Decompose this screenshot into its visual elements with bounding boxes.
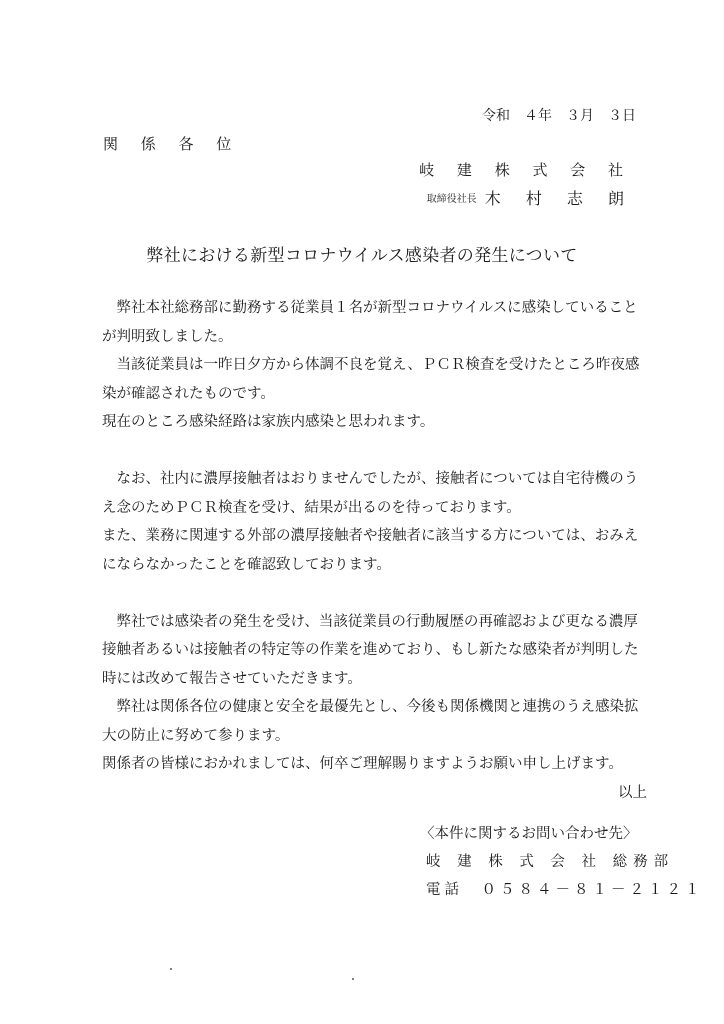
date: 令和 ４年 ３月 ３日 [482,108,636,124]
paragraph: 当該従業員は一昨日夕方から体調不良を覚え、ＰＣＲ検査を受けたところ昨夜感染が確認されたものです。 [102,357,640,402]
paragraph: なお、社内に濃厚接触者はおりませんでしたが、接触者については自宅待機のうえ念のためＰＣＲ検査を受け、結果が出るのを待っております。 [102,471,639,516]
signer [427,186,634,209]
company-name: 岐 建 株 式 会 社 [419,161,632,179]
addressee: 関 係 各 位 [103,135,241,153]
document-title: 弊社における新型コロナウイルス感染者の発生について [146,246,578,266]
contact-phone: 電話 ０５８４－８１－２１２１ [426,882,704,898]
paragraph: また、業務に関連する外部の濃厚接触者や接触者に該当する方については、おみえにならなかったことを確認致しております。 [102,528,639,573]
scan-speck [170,968,172,970]
contact-organization: 岐 建 株 式 会 社 総務部 [426,854,675,870]
scan-speck [352,978,354,980]
document-body [102,294,647,807]
signer-name: 木 村 志 朗 [484,189,634,208]
paragraph: 弊社本社総務部に勤務する従業員１名が新型コロナウイルスに感染していることが判明致しました。 [102,300,638,345]
paragraph: 弊社では感染者の発生を受け、当該従業員の行動履歴の再確認および更なる濃厚接触者あるいは接触者の特定等の作業を進めており、もし新たな感染者が判明した時には改めて報告させていただきます。 [102,613,639,687]
contact-block [420,820,704,904]
paragraph: 弊社は関係各位の健康と安全を最優先とし、今後も関係機関と連携のうえ感染拡大の防止に努めて参ります。 [102,699,639,744]
paragraph: 現在のところ感染経路は家族内感染と思われます。 [102,414,435,430]
contact-heading: 〈本件に関するお問い合わせ先〉 [420,826,638,842]
signer-title: 取締役社長 [426,194,477,205]
closing-remark: 以上 [618,784,647,801]
paragraph: 関係者の皆様におかれましては、何卒ご理解賜りますようお願い申し上げます。 [102,756,623,772]
